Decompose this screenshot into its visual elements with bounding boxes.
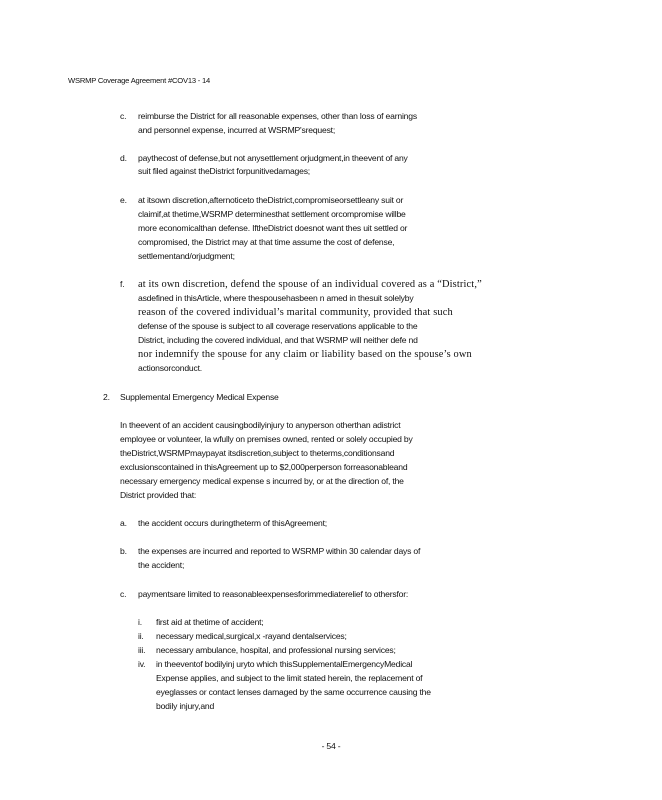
sub-b-marker: b.	[120, 546, 127, 556]
item-f-marker: f.	[120, 279, 125, 289]
item-f-line-6: nor indemnify the spouse for any claim or liability based on the spouse’s own	[138, 349, 472, 360]
item-e-marker: e.	[120, 195, 127, 205]
page-number: - 54 -	[321, 741, 341, 751]
section-2-number: 2.	[103, 392, 110, 402]
item-f-line-5: District, including the covered individual, and that WSRMP will neither defe nd	[138, 335, 418, 345]
item-e-line-5: settlementand/orjudgment;	[138, 251, 235, 261]
roman-iv-marker: iv.	[138, 659, 146, 669]
section-2-para-line-2: employee or volunteer, la wfully on premises owned, rented or solely occupied by	[120, 434, 413, 444]
section-2-para-line-4: exclusionscontained in thisAgreement up to $2,000perperson forreasonableand	[120, 462, 408, 472]
item-f-line-3: reason of the covered individual’s marital community, provided that such	[138, 307, 453, 318]
section-2-para-line-5: necessary emergency medical expense s incurred by, or at the direction of, the	[120, 476, 404, 486]
section-2-para-line-1: In theevent of an accident causingbodilyinjury to anyperson otherthan adistrict	[120, 420, 401, 430]
roman-i-marker: i.	[138, 617, 142, 627]
sub-c-line-1: paymentsare limited to reasonableexpensesforimmediaterelief to othersfor:	[138, 589, 409, 599]
item-c-line-2: and personnel expense, incurred at WSRMP'srequest;	[138, 125, 336, 135]
item-c-marker: c.	[120, 111, 127, 121]
item-c-line-1: reimburse the District for all reasonable expenses, other than loss of earnings	[138, 111, 417, 121]
item-e-line-2: claimif,at thetime,WSRMP determinesthat settlement orcompromise willbe	[138, 209, 406, 219]
roman-iii-line-1: necessary ambulance, hospital, and professional nursing services;	[156, 645, 396, 655]
item-d-marker: d.	[120, 153, 127, 163]
item-f-line-2: asdefined in thisArticle, where thespousehasbeen n amed in thesuit solelyby	[138, 293, 414, 303]
roman-iv-line-1: in theeventof bodilyinj uryto which thisSupplementalEmergencyMedical	[156, 659, 413, 669]
roman-i-line-1: first aid at thetime of accident;	[156, 617, 264, 627]
section-2-title: Supplemental Emergency Medical Expense	[120, 392, 279, 402]
sub-a-marker: a.	[120, 518, 127, 528]
roman-ii-line-1: necessary medical,surgical,x -rayand dentalservices;	[156, 631, 347, 641]
roman-ii-marker: ii.	[138, 631, 144, 641]
sub-a-line-1: the accident occurs duringtheterm of thisAgreement;	[138, 518, 327, 528]
item-d-line-2: suit filed against theDistrict forpunitivedamages;	[138, 166, 310, 176]
item-e-line-3: more economicalthan defense. IftheDistrict doesnot want thes uit settled or	[138, 223, 408, 233]
item-e-line-4: compromised, the District may at that time assume the cost of defense,	[138, 237, 395, 247]
sub-b-line-1: the expenses are incurred and reported to WSRMP within 30 calendar days of	[138, 546, 421, 556]
item-f-line-7: actionsorconduct.	[138, 363, 202, 373]
section-2-para-line-6: District provided that:	[120, 490, 197, 500]
roman-iii-marker: iii.	[138, 645, 146, 655]
item-f-line-4: defense of the spouse is subject to all coverage reservations applicable to the	[138, 321, 418, 331]
item-e-line-1: at itsown discretion,afternoticeto theDistrict,compromiseorsettleany suit or	[138, 195, 404, 205]
item-f-line-1: at its own discretion, defend the spouse of an individual covered as a “District,”	[138, 279, 482, 290]
sub-c-marker: c.	[120, 589, 127, 599]
roman-iv-line-2: Expense applies, and subject to the limit stated herein, the replacement of	[156, 673, 423, 683]
page-header: WSRMP Coverage Agreement #COV13 - 14	[68, 76, 211, 85]
roman-iv-line-4: bodily injury,and	[156, 701, 215, 711]
roman-iv-line-3: eyeglasses or contact lenses damaged by the same occurrence causing the	[156, 687, 431, 697]
sub-b-line-2: the accident;	[138, 560, 185, 570]
section-2-para-line-3: theDistrict,WSRMPmaypayat itsdiscretion,subject to theterms,conditionsand	[120, 448, 395, 458]
item-d-line-1: paythecost of defense,but not anysettlement orjudgment,in theevent of any	[138, 153, 408, 163]
